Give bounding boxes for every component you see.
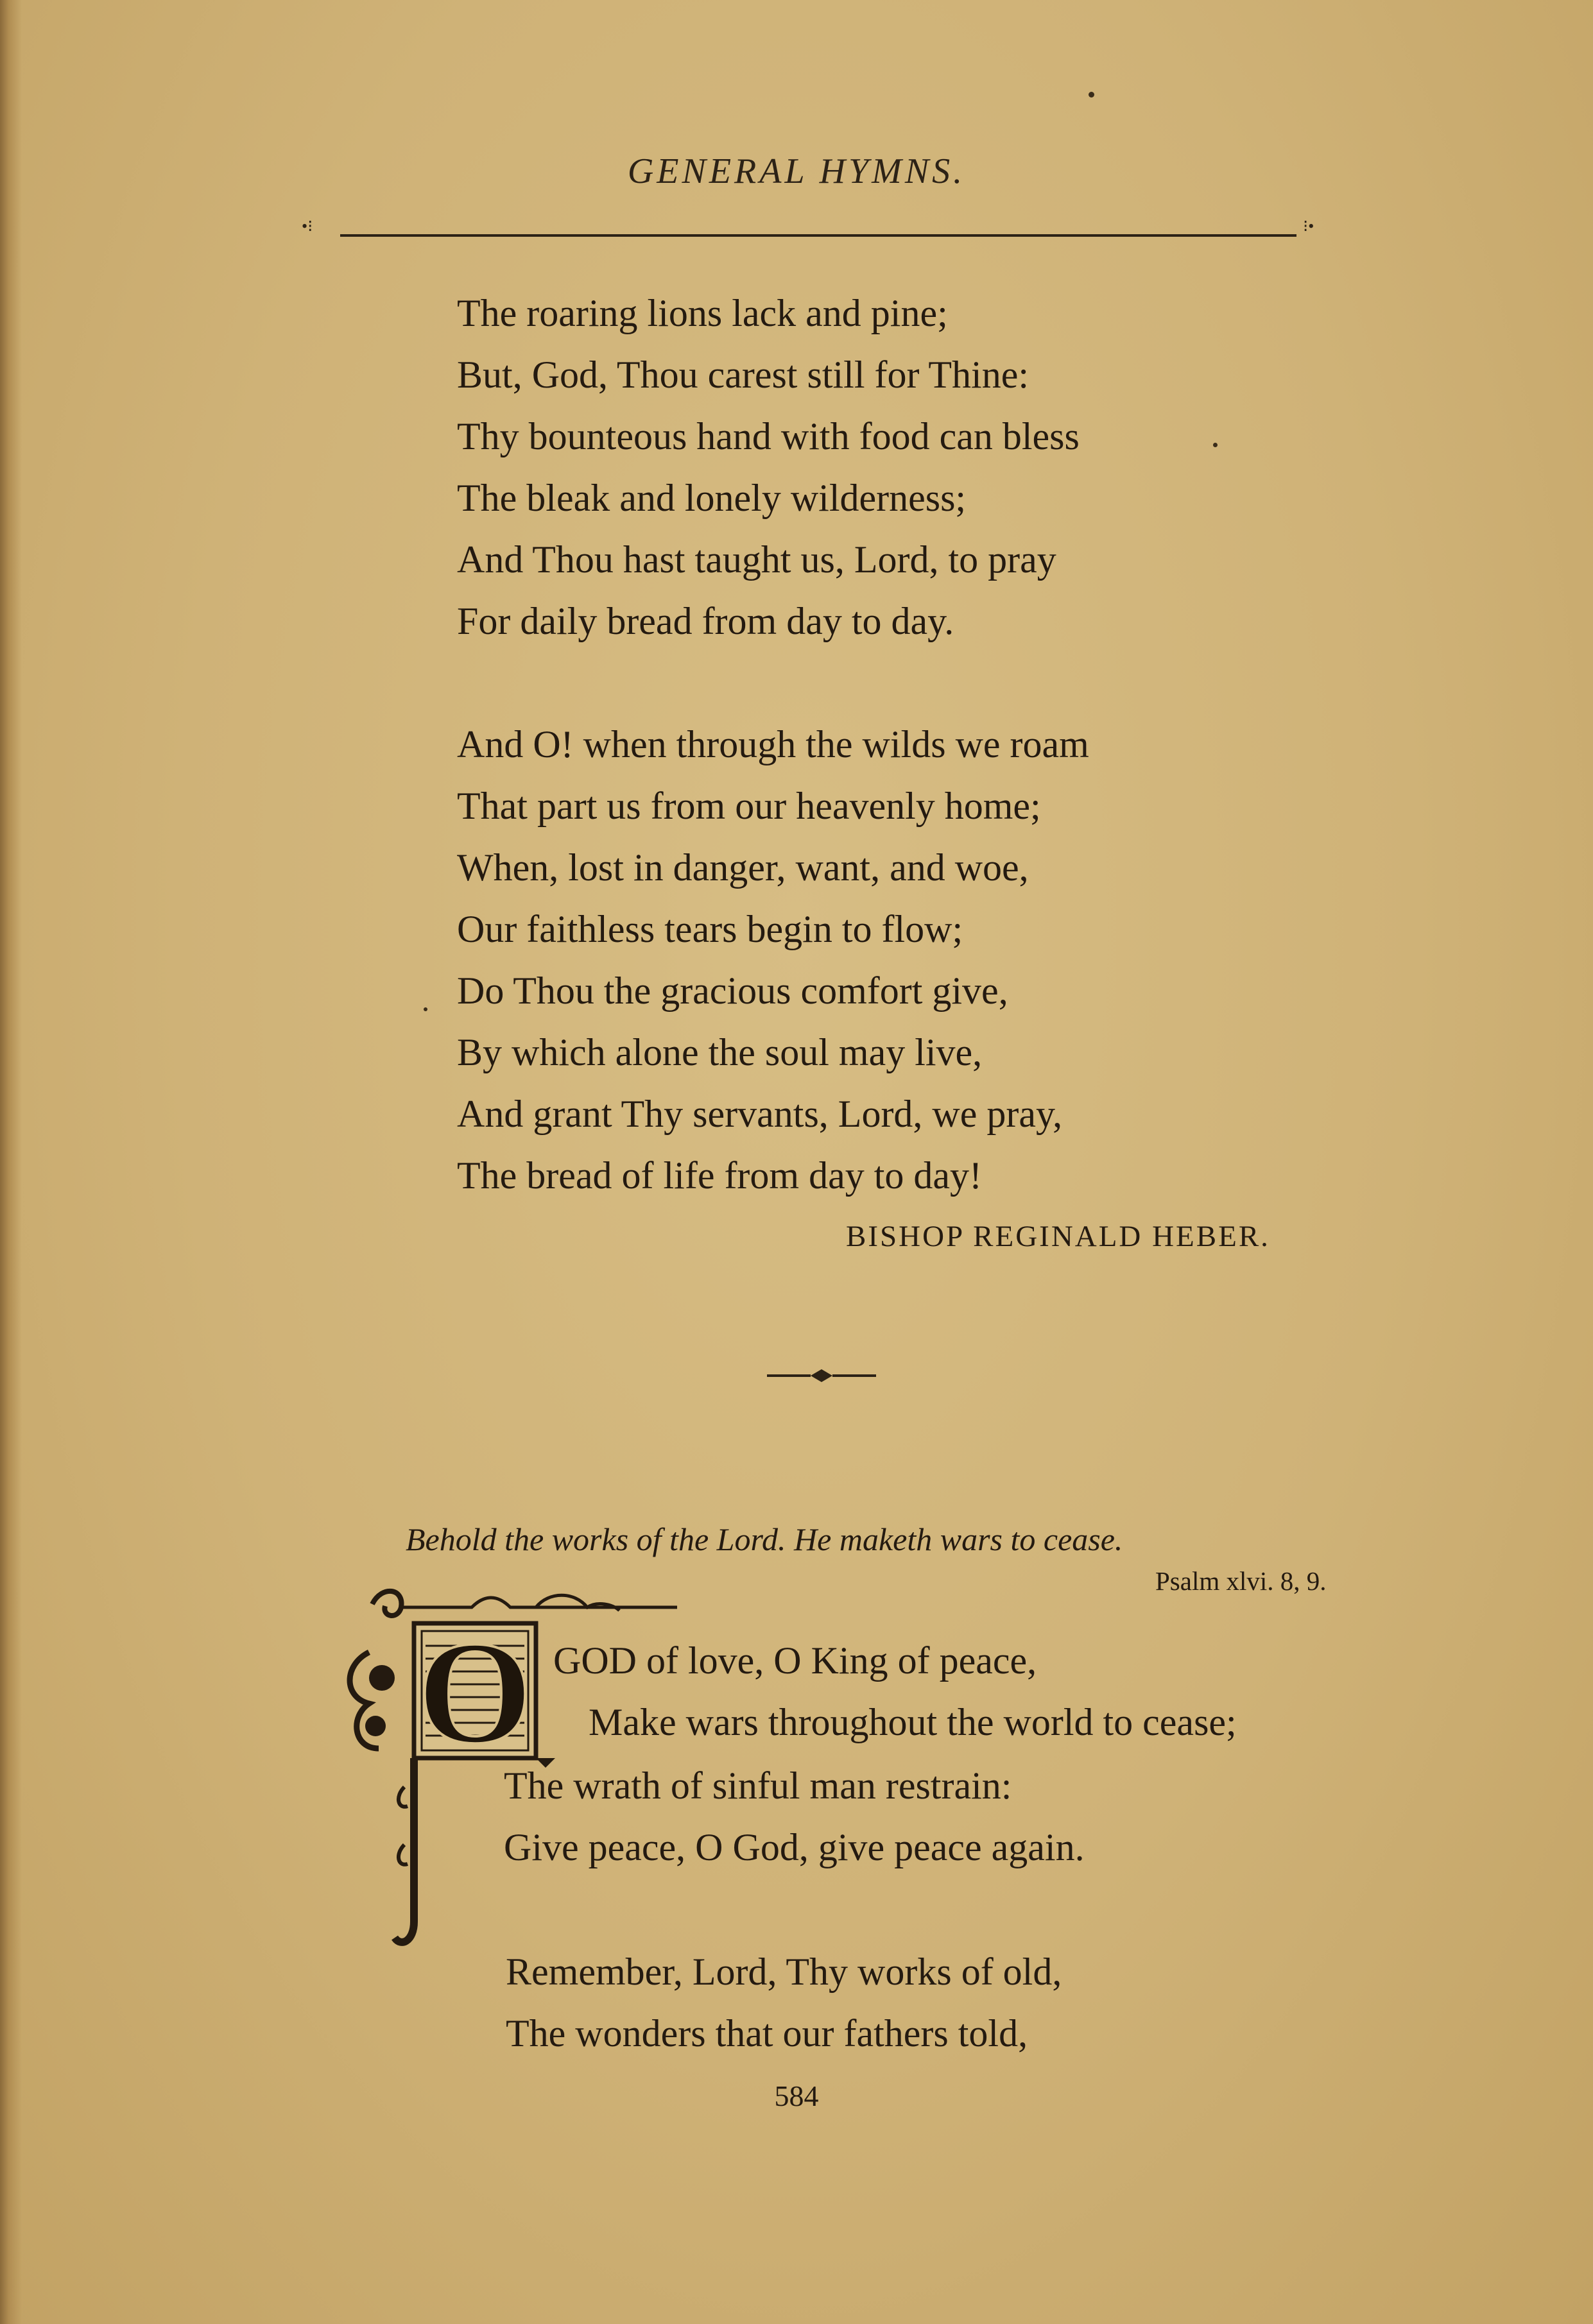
header-rule [340, 234, 1296, 237]
verse-line: The roaring lions lack and pine; [457, 292, 948, 334]
verse-line: Give peace, O God, give peace again. [504, 1826, 1085, 1868]
verse-line: And O! when through the wilds we roam [457, 723, 1089, 765]
hymn1-stanza2 [457, 713, 1089, 1206]
paper-speck [1213, 443, 1218, 447]
verse-line: Our faithless tears begin to flow; [457, 908, 963, 950]
running-header: GENERAL HYMNS. [627, 151, 966, 191]
verse-line: Make wars throughout the world to cease; [589, 1701, 1237, 1743]
paper-speck [1089, 92, 1094, 98]
svg-text:O: O [417, 1611, 533, 1774]
verse-line: Remember, Lord, Thy works of old, [506, 1951, 1062, 1993]
hymn2-scripture-citation: Psalm xlvi. 8, 9. [1155, 1566, 1327, 1596]
verse-line: For daily bread from day to day. [457, 600, 954, 642]
verse-line: And grant Thy servants, Lord, we pray, [457, 1093, 1063, 1135]
hymn2-stanza1-opening [553, 1630, 1237, 1753]
hymn2-stanza2 [506, 1941, 1062, 2064]
rule-ornament-right: ⁝• [1303, 217, 1314, 235]
verse-line: When, lost in danger, want, and woe, [457, 846, 1029, 889]
verse-line: Do Thou the gracious comfort give, [457, 970, 1008, 1012]
page-edge [0, 0, 22, 2324]
hymn2-epigraph: Behold the works of the Lord. He maketh wars to cease. [406, 1521, 1123, 1557]
section-separator-ornament [767, 1363, 876, 1388]
paper-speck [424, 1007, 427, 1011]
hymn1-author: BISHOP REGINALD HEBER. [846, 1220, 1270, 1253]
verse-line: The bread of life from day to day! [457, 1154, 982, 1197]
page-number: 584 [774, 2080, 819, 2112]
verse-line: The wonders that our fathers told, [506, 2012, 1028, 2055]
verse-line: Thy bounteous hand with food can bless [457, 415, 1080, 457]
verse-line: The wrath of sinful man restrain: [504, 1764, 1012, 1807]
verse-line: And Thou hast taught us, Lord, to pray [457, 538, 1056, 581]
verse-line: That part us from our heavenly home; [457, 785, 1041, 827]
verse-line: But, God, Thou carest still for Thine: [457, 354, 1029, 396]
rule-ornament-left: •⁝ [302, 217, 313, 235]
verse-line: By which alone the soul may live, [457, 1031, 983, 1073]
verse-line: GOD of love, O King of peace, [553, 1639, 1037, 1682]
hymn1-stanza1 [457, 282, 1080, 652]
verse-line: The bleak and lonely wilderness; [457, 477, 967, 519]
hymn2-stanza1-rest [504, 1755, 1085, 1878]
